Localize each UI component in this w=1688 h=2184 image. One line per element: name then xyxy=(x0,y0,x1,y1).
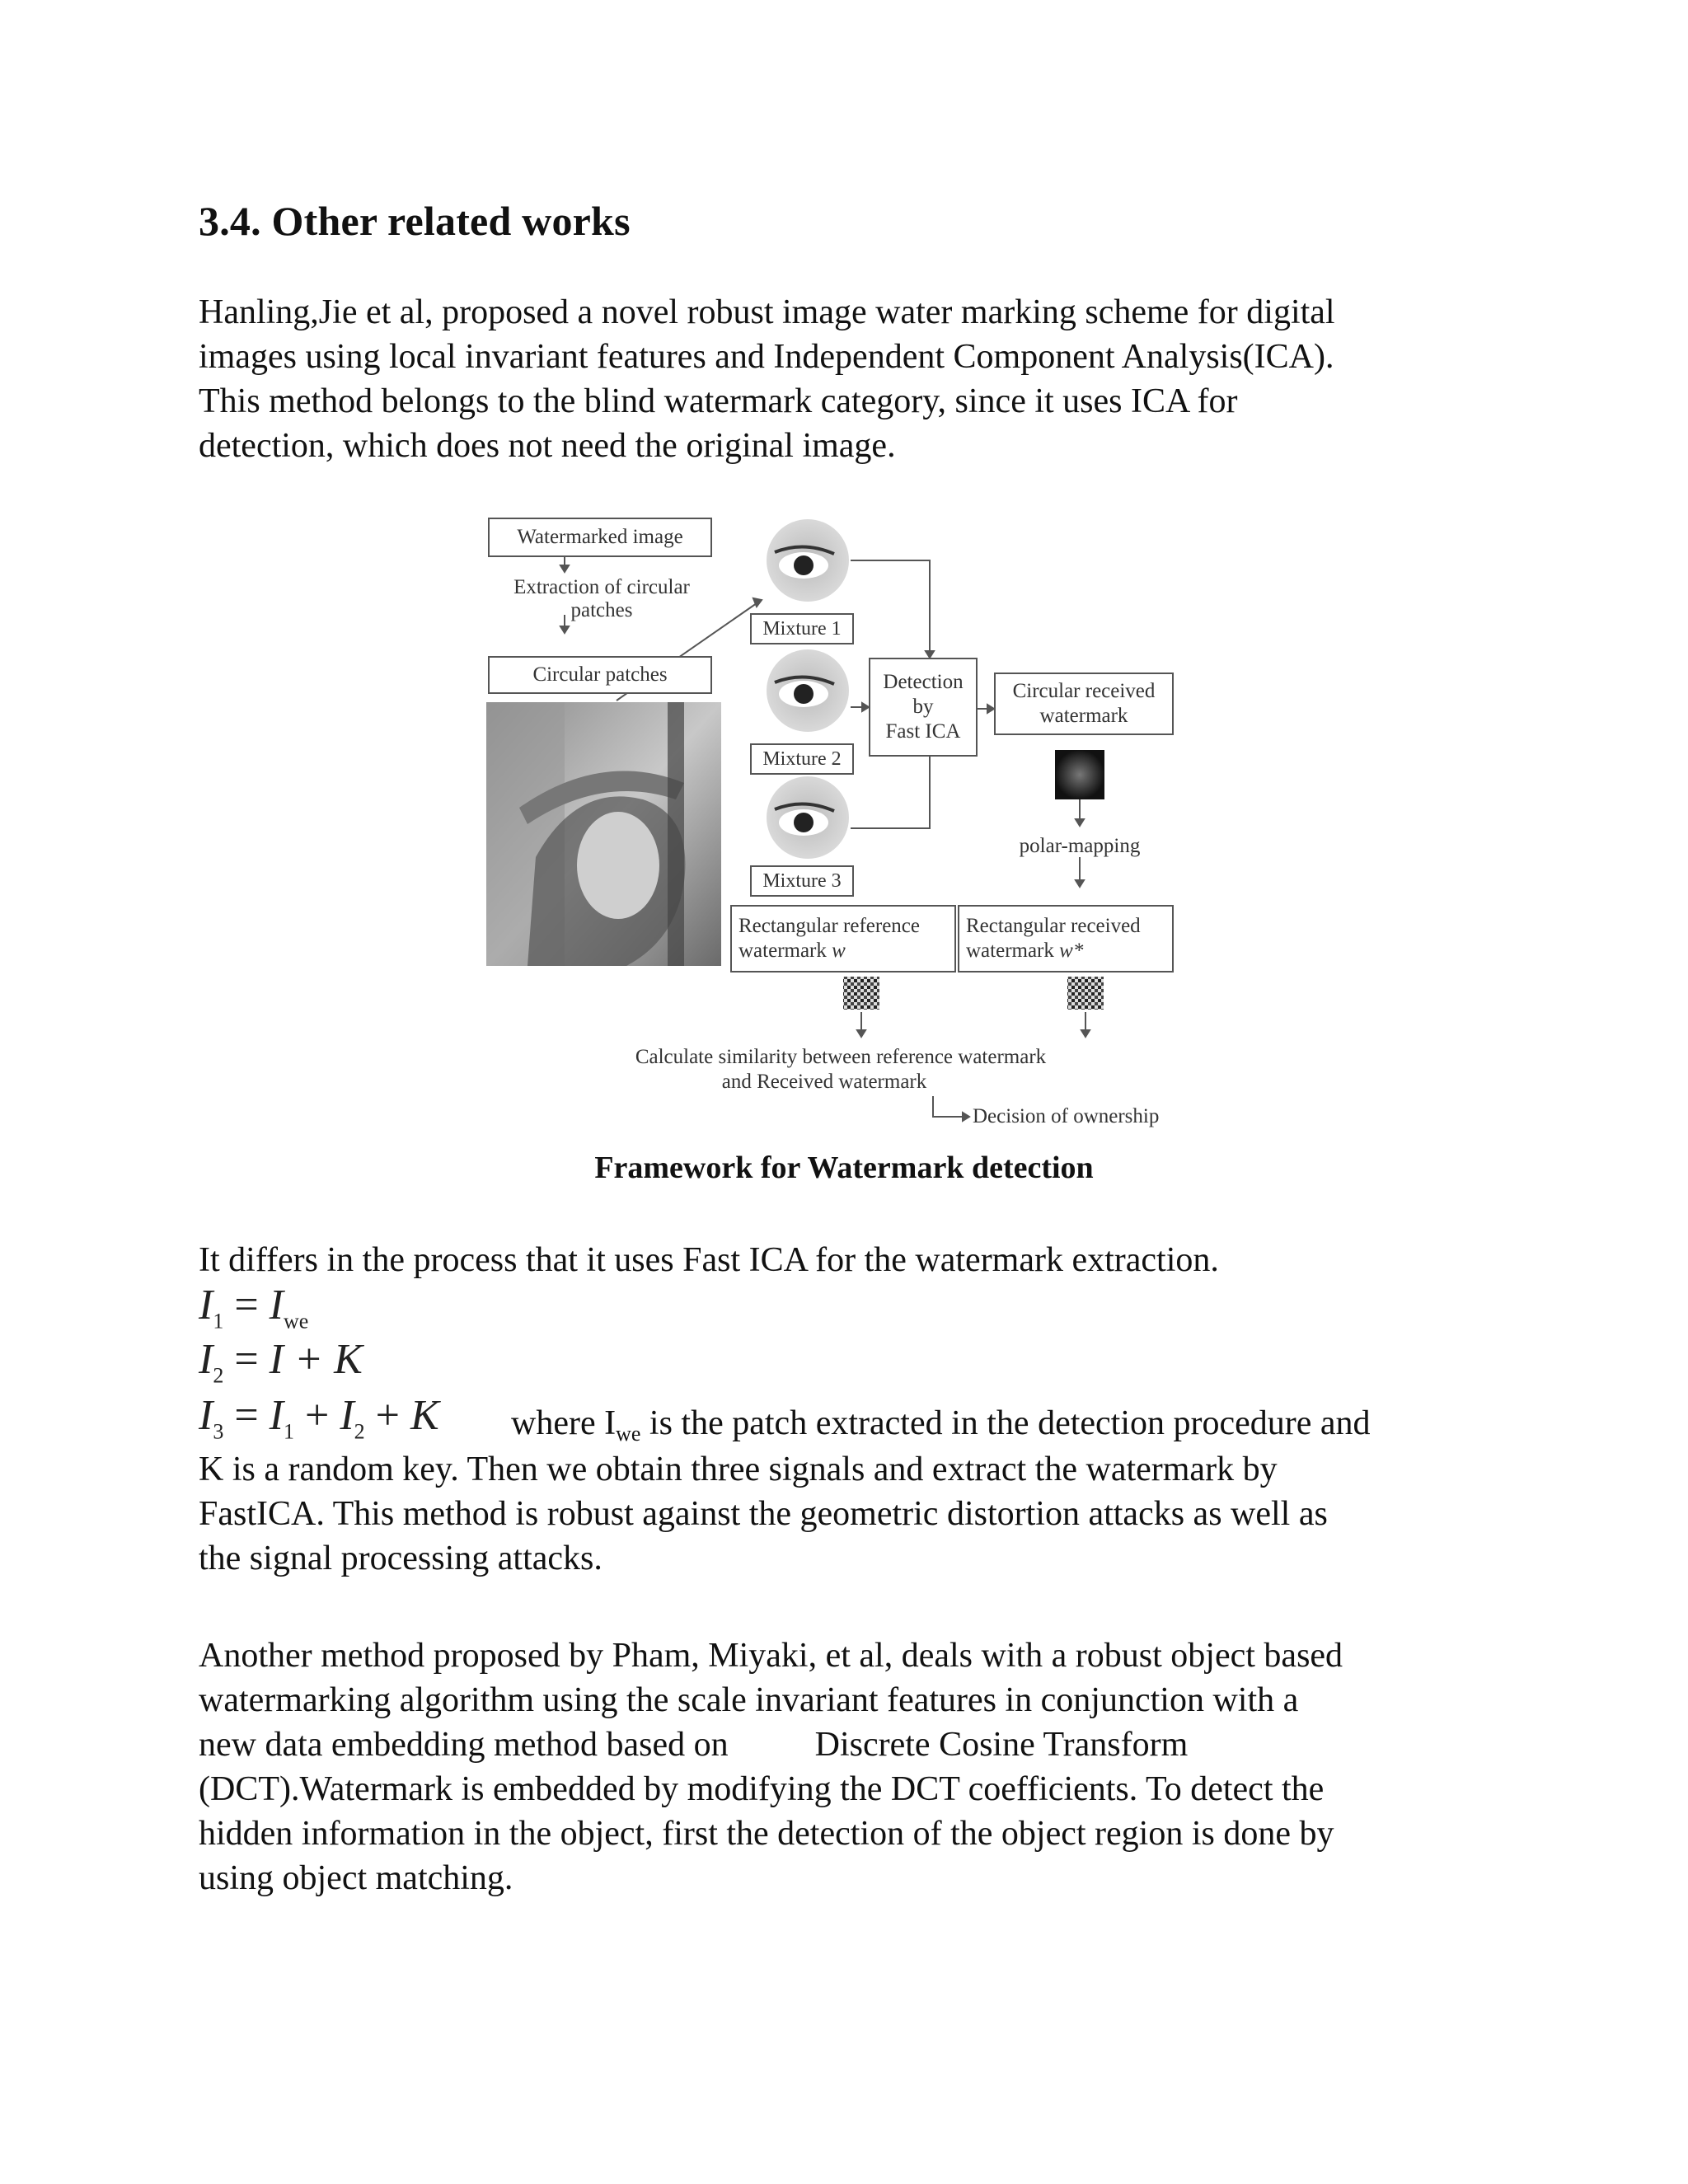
text-line: This method belongs to the blind watermark category, since it uses ICA for xyxy=(199,382,1238,420)
text-line: FastICA. This method is robust against the geometric distortion attacks as well as xyxy=(199,1495,1328,1533)
eye-patch-2 xyxy=(767,649,849,732)
fast-ica-box xyxy=(869,658,978,757)
circular-received-label-2: watermark xyxy=(1039,705,1128,727)
figure-caption: Framework for Watermark detection xyxy=(594,1151,1094,1185)
rect-received-label-2: watermark xyxy=(966,940,1054,962)
circular-received-label-1: Circular received xyxy=(1012,680,1156,702)
paragraph-fastica xyxy=(199,1238,1517,1282)
where-text: where I xyxy=(511,1404,617,1442)
text-line: Another method proposed by Pham, Miyaki, et al, deals with a robust object based xyxy=(199,1637,1343,1675)
text-line: images using local invariant features and Independent Component Analysis(ICA). xyxy=(199,338,1334,376)
eye-patch-1 xyxy=(767,519,849,602)
paragraph-pham xyxy=(199,1633,1517,1900)
circular-watermark-image xyxy=(1055,750,1104,799)
text-line: hidden information in the object, first the detection of the object region is done by xyxy=(199,1815,1334,1853)
eq3-term-3: K xyxy=(410,1392,439,1439)
eq3-lhs-sub: 3 xyxy=(213,1419,224,1444)
watermarked-image-box: Watermarked image xyxy=(488,518,712,557)
text-line: new data embedding method based on Discrete Cosine Transform xyxy=(199,1726,1189,1764)
eq1-rhs: I xyxy=(269,1282,284,1329)
circular-patches-box: Circular patches xyxy=(488,656,712,694)
text-line: using object matching. xyxy=(199,1859,513,1897)
paragraph-intro xyxy=(199,290,1517,468)
text-line: K is a random key. Then we obtain three signals and extract the watermark by xyxy=(199,1451,1278,1488)
watermark-detection-figure xyxy=(478,511,1203,1154)
text-line: (DCT).Watermark is embedded by modifying the DCT coefficients. To detect the xyxy=(199,1770,1325,1808)
eq3-term-2: I xyxy=(340,1392,354,1439)
detection-label-2: by xyxy=(912,696,934,718)
text-line: watermarking algorithm using the scale invariant features in conjunction with a xyxy=(199,1681,1299,1719)
eq3-term-2-sub: 2 xyxy=(354,1419,365,1444)
eq1-rhs-sub: we xyxy=(283,1309,309,1333)
eq2-lhs: I xyxy=(199,1336,213,1383)
received-watermark-image xyxy=(1067,977,1104,1010)
extraction-label-2: patches xyxy=(570,599,633,621)
mixture-3-box: Mixture 3 xyxy=(750,865,854,897)
eq2-equals: = xyxy=(234,1336,259,1383)
text-line: the signal processing attacks. xyxy=(199,1540,603,1577)
eq2-rhs: I + K xyxy=(269,1336,363,1383)
rect-reference-label-2-row xyxy=(738,939,846,963)
eq3-lhs: I xyxy=(199,1392,213,1439)
eq3-plus-2: + xyxy=(375,1392,400,1439)
mixture-1-box: Mixture 1 xyxy=(750,613,854,644)
text-line: detection, which does not need the original image. xyxy=(199,427,896,465)
rect-reference-symbol: w xyxy=(832,940,846,962)
rect-received-label-1: Rectangular received xyxy=(966,915,1141,937)
similarity-label-1: Calculate similarity between reference watermark xyxy=(635,1046,1047,1068)
section-heading: 3.4. Other related works xyxy=(199,198,631,244)
where-sub: we xyxy=(616,1422,641,1446)
reference-watermark-image xyxy=(843,977,879,1010)
eye-patch-3 xyxy=(767,776,849,859)
extraction-label-1: Extraction of circular xyxy=(513,576,690,598)
rect-received-box xyxy=(958,905,1174,972)
decision-label: Decision of ownership xyxy=(973,1105,1160,1127)
detection-label-3: Fast ICA xyxy=(885,720,961,743)
eq3-term-1-sub: 1 xyxy=(283,1419,294,1444)
paragraph-key xyxy=(199,1447,1517,1581)
rect-reference-box xyxy=(730,905,956,972)
eq2-lhs-sub: 2 xyxy=(213,1363,224,1388)
eq1-lhs: I xyxy=(199,1282,213,1329)
where-rest: is the patch extracted in the detection procedure and xyxy=(640,1404,1371,1442)
rect-received-label-2-row xyxy=(966,939,1083,963)
eq3-plus-1: + xyxy=(304,1392,330,1439)
detection-label-1: Detection xyxy=(883,671,964,693)
text-line: Hanling,Jie et al, proposed a novel robust image water marking scheme for digital xyxy=(199,293,1335,331)
mixture-2-box: Mixture 2 xyxy=(750,743,854,775)
rect-reference-label-2: watermark xyxy=(738,940,827,962)
rect-received-symbol: w* xyxy=(1059,940,1084,962)
rect-reference-label-1: Rectangular reference xyxy=(738,915,920,937)
source-photo xyxy=(486,702,721,966)
eq3-term-1: I xyxy=(269,1392,284,1439)
eq1-lhs-sub: 1 xyxy=(213,1309,224,1333)
eq1-equals: = xyxy=(234,1282,259,1329)
similarity-label-2: and Received watermark xyxy=(721,1071,927,1093)
circular-received-box xyxy=(994,673,1174,735)
text-line: It differs in the process that it uses Fast ICA for the watermark extraction. xyxy=(199,1241,1219,1279)
eq3-equals: = xyxy=(234,1392,259,1439)
polar-mapping-label: polar-mapping xyxy=(1019,835,1141,857)
